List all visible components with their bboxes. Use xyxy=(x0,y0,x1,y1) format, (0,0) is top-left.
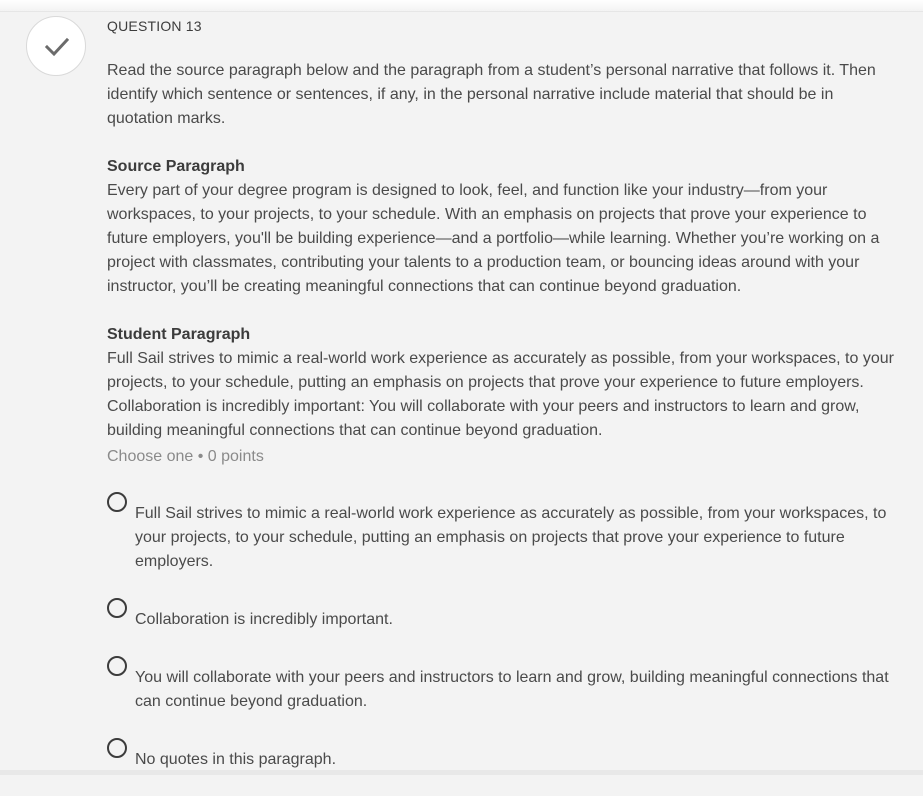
answer-option-4[interactable] xyxy=(107,738,897,772)
question-prompt: Read the source paragraph below and the paragraph from a student’s personal narrative that follows it. Then identify which sentence or sentences, if any, in the personal narrative include material that should be in quotation marks. xyxy=(107,62,876,127)
radio-button[interactable] xyxy=(107,738,127,758)
answer-option-label: You will collaborate with your peers and instructors to learn and grow, building meaningful connections that can continue beyond graduation. xyxy=(135,669,889,710)
source-paragraph-heading: Source Paragraph xyxy=(107,158,245,175)
radio-button[interactable] xyxy=(107,598,127,618)
radio-button[interactable] xyxy=(107,656,127,676)
student-paragraph-text: Full Sail strives to mimic a real-world work experience as accurately as possible, from your workspaces, to your projects, to your schedule, putting an emphasis on projects that prove your experience to future employers. Collaboration is incredibly important: You will collaborate with your peers and instructors to learn and grow, building meaningful connections that can continue beyond graduation. xyxy=(107,350,894,439)
answer-option-1[interactable] xyxy=(107,492,897,574)
question-number: QUESTION 13 xyxy=(107,18,202,34)
bottom-divider xyxy=(0,770,923,775)
top-divider xyxy=(0,0,923,12)
answer-options xyxy=(107,492,897,772)
source-paragraph-text: Every part of your degree program is designed to look, feel, and function like your industry—from your workspaces, to your projects, to your schedule. With an emphasis on projects that prove your experience to future employers, you'll be building experience—and a portfolio—while learning. Whether you’re working on a project with classmates, contributing your talents to a production team, or bouncing ideas around with your instructor, you’ll be creating meaningful connections that can continue beyond graduation. xyxy=(107,182,880,295)
answer-option-3[interactable] xyxy=(107,656,897,714)
question-content xyxy=(107,16,897,796)
answer-option-label: Collaboration is incredibly important. xyxy=(135,611,393,628)
radio-button[interactable] xyxy=(107,492,127,512)
answer-option-label: No quotes in this paragraph. xyxy=(135,751,337,768)
checkmark-icon xyxy=(45,36,69,58)
answer-option-2[interactable] xyxy=(107,598,897,632)
question-status-badge xyxy=(26,16,86,76)
answer-option-label: Full Sail strives to mimic a real-world work experience as accurately as possible, from your workspaces, to your projects, to your schedule, putting an emphasis on projects that prove your experience to future employers. xyxy=(135,505,887,570)
question-meta: Choose one • 0 points xyxy=(107,448,264,465)
student-paragraph-heading: Student Paragraph xyxy=(107,326,251,343)
